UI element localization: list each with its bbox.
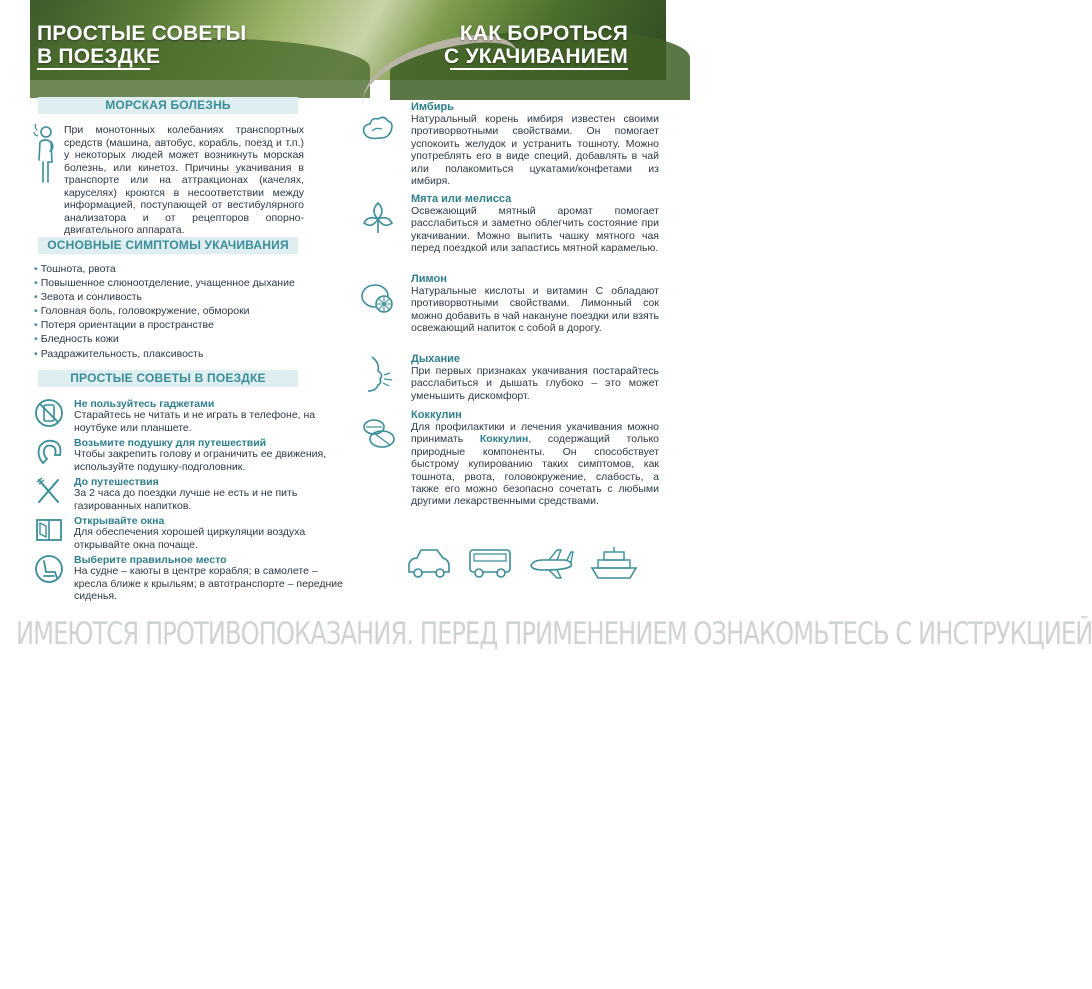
symptoms-list <box>34 262 324 361</box>
travel-pillow-icon <box>34 437 64 467</box>
tip-open-windows <box>34 515 314 555</box>
seasickness-text: При монотонных колебаниях транспортных средств (машина, автобус, корабль, поезд и т.п.) у некоторых людей может возникнуть морская болезнь, или кинетоз. Причины укачивания в транспорте или на аттракционах (качелях, каруселях) кроются в несоответствии между информацией, поступающей от вестибулярного анализатора и от рецепторов опорно-двигательного аппарата. <box>64 124 304 236</box>
airplane-icon <box>527 546 575 582</box>
left-title-underline <box>37 68 150 70</box>
no-phone-icon <box>34 398 64 428</box>
remedy-body: При первых признаках укачивания постарайтесь расслабиться и дышать глубоко – это может уменьшить дискомфорт. <box>411 365 659 402</box>
list-item: • Бледность кожи <box>34 333 119 346</box>
fork-knife-icon <box>34 476 64 506</box>
left-title-line1: ПРОСТЫЕ СОВЕТЫ <box>37 22 247 45</box>
car-icon <box>405 546 451 582</box>
tip-body: За 2 часа до поездки лучше не есть и не пить газированных напитков. <box>74 487 298 512</box>
list-item: • Головная боль, головокружение, обмороки <box>34 305 250 318</box>
tips-heading: ПРОСТЫЕ СОВЕТЫ В ПОЕЗДКЕ <box>38 370 298 387</box>
list-item: • Тошнота, рвота <box>34 263 116 275</box>
tip-travel-pillow <box>34 437 327 477</box>
remedy-body: Освежающий мятный аромат помогает расслабиться и заметно облегчить состояние при укачивании. Можно выпить чашку мятного чая перед поездкой или запастись мятной карамелью. <box>411 205 659 255</box>
window-icon <box>34 515 64 545</box>
tip-choose-seat <box>34 554 344 602</box>
ship-icon <box>590 546 638 582</box>
tip-body: Чтобы закрепить голову и ограничить ее движения, используйте подушку-подголовник. <box>74 448 327 473</box>
tip-before-trip <box>34 476 314 516</box>
tip-body: Для обеспечения хорошей циркуляции воздуха открывайте окна почаще. <box>74 526 306 551</box>
tip-title: Не пользуйтесь гаджетами <box>74 398 215 410</box>
tip-body: Старайтесь не читать и не играть в телефоне, на ноутбуке или планшете. <box>74 409 316 434</box>
contraindications-disclaimer: ИМЕЮТСЯ ПРОТИВОПОКАЗАНИЯ. ПЕРЕД ПРИМЕНЕНИЕМ ОЗНАКОМЬТЕСЬ С ИНСТРУКЦИЕЙ <box>16 616 1092 652</box>
mint-leaf-icon <box>358 197 398 237</box>
pills-icon <box>358 411 398 451</box>
tip-title: Возьмите подушку для путешествий <box>74 437 267 449</box>
right-title-line1: КАК БОРОТЬСЯ <box>459 22 628 45</box>
seat-icon <box>34 554 64 584</box>
right-title-line2: С УКАЧИВАНИЕМ <box>444 45 628 68</box>
seasick-person-icon <box>33 124 57 184</box>
right-header-title <box>444 22 628 68</box>
list-item: • Раздражительность, плаксивость <box>34 347 204 360</box>
remedy-title: Дыхание <box>411 353 460 365</box>
remedy-body: Натуральные кислоты и витамин С обладают противорвотными свойствами. Лимонный сок можно добавить в чай накануне поездки или взять освежающий напиток с собой в дорогу. <box>411 285 659 335</box>
tip-title: До путешествия <box>74 476 159 488</box>
right-title-underline <box>450 68 628 70</box>
remedy-body: Для профилактики и лечения укачивания можно принимать Коккулин, содержащий только природные компоненты. Он способствует быстрому купированию таких симптомов, как тошнота, рвота, головокружение, слабость, а также его можно безопасно сочетать с любыми другими лекарственными средствами. <box>411 421 659 508</box>
tip-title: Открывайте окна <box>74 515 165 527</box>
left-title-line2: В ПОЕЗДКЕ <box>37 45 161 68</box>
breathing-icon <box>358 353 398 393</box>
bus-icon <box>467 546 513 582</box>
list-item: • Повышенное слюноотделение, учащенное дыхание <box>34 277 295 290</box>
tip-no-gadgets <box>34 398 314 438</box>
lemon-icon <box>358 277 398 317</box>
ginger-icon <box>358 107 398 147</box>
tip-title: Выберите правильное место <box>74 554 227 566</box>
vehicle-icons <box>405 546 640 586</box>
brand-name: Коккулин <box>479 433 529 446</box>
remedy-title: Имбирь <box>411 101 454 113</box>
remedy-title: Мята или мелисса <box>411 193 512 205</box>
seasickness-heading: МОРСКАЯ БОЛЕЗНЬ <box>38 97 298 114</box>
left-header-title <box>37 22 246 68</box>
symptoms-heading: ОСНОВНЫЕ СИМПТОМЫ УКАЧИВАНИЯ <box>38 237 298 254</box>
remedy-body: Натуральный корень имбиря известен своими противорвотными свойствами. Он помогает успокоить желудок и устранить тошноту. Можно употреблять его в виде специй, добавлять в чай или полакомиться цукатами/конфетами из имбиря. <box>411 113 659 188</box>
list-item: • Зевота и сонливость <box>34 291 142 304</box>
remedy-title: Лимон <box>411 273 447 285</box>
remedy-title: Коккулин <box>411 409 462 421</box>
list-item: • Потеря ориентации в пространстве <box>34 319 214 332</box>
tip-body: На судне – каюты в центре корабля; в самолете – кресла ближе к крыльям; в автотранспорте – передние сиденья. <box>74 565 344 602</box>
